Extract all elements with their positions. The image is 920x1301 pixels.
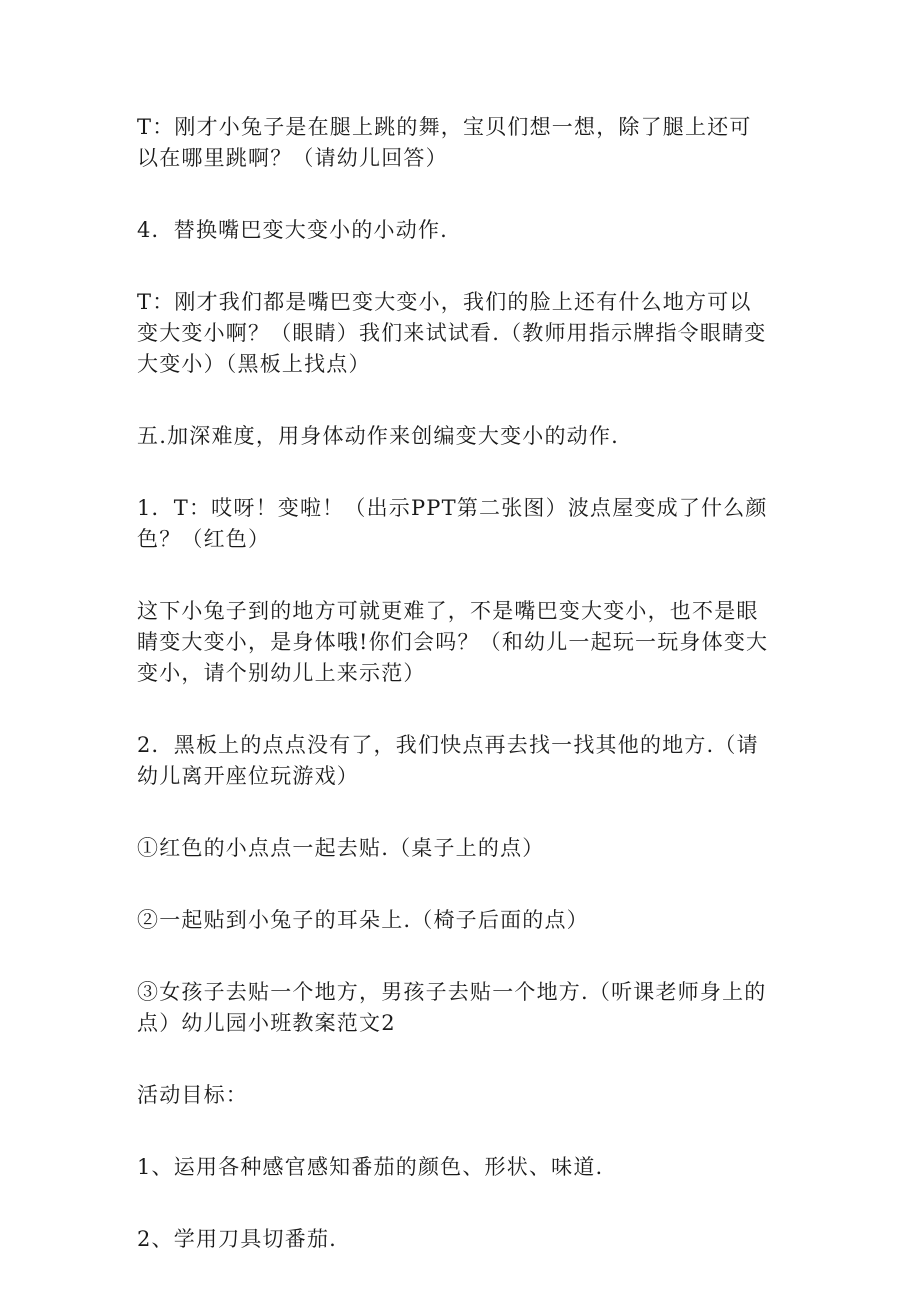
paragraph-step-2: 2．黑板上的点点没有了，我们快点再去找一找其他的地方.（请幼儿离开座位玩游戏） bbox=[137, 733, 759, 788]
paragraph-item-3: ③女孩子去贴一个地方，男孩子去贴一个地方.（听课老师身上的点）幼儿园小班教案范文2 bbox=[137, 980, 767, 1035]
paragraph-item-2: ②一起贴到小兔子的耳朵上.（椅子后面的点） bbox=[137, 908, 589, 932]
paragraph-activity-goals: 活动目标： bbox=[137, 1083, 248, 1107]
paragraph-step-4: 4．替换嘴巴变大变小的小动作. bbox=[137, 218, 449, 242]
paragraph-body-move: 这下小兔子到的地方可就更难了，不是嘴巴变大变小，也不是眼睛变大变小，是身体哦!你们会吗？（和幼儿一起玩一玩身体变大变小，请个别幼儿上来示范） bbox=[137, 599, 769, 685]
paragraph-item-1: ①红色的小点点一起去贴.（桌子上的点） bbox=[137, 836, 545, 860]
paragraph-section-5: 五.加深难度，用身体动作来创编变大变小的动作. bbox=[137, 424, 619, 448]
paragraph-face-question: T：刚才我们都是嘴巴变大变小，我们的脸上还有什么地方可以变大变小啊？（眼睛）我们来试试看.（教师用指示牌指令眼睛变大变小）（黑板上找点） bbox=[137, 290, 767, 376]
paragraph-goal-1: 1、运用各种感官感知番茄的颜色、形状、味道. bbox=[137, 1155, 604, 1179]
paragraph-goal-2: 2、学用刀具切番茄. bbox=[137, 1227, 338, 1251]
paragraph-dance-question: T：刚才小兔子是在腿上跳的舞，宝贝们想一想，除了腿上还可以在哪里跳啊？（请幼儿回答） bbox=[137, 115, 752, 170]
paragraph-step-1: 1．T：哎呀！变啦！（出示PPT第二张图）波点屋变成了什么颜色？（红色） bbox=[137, 496, 768, 551]
